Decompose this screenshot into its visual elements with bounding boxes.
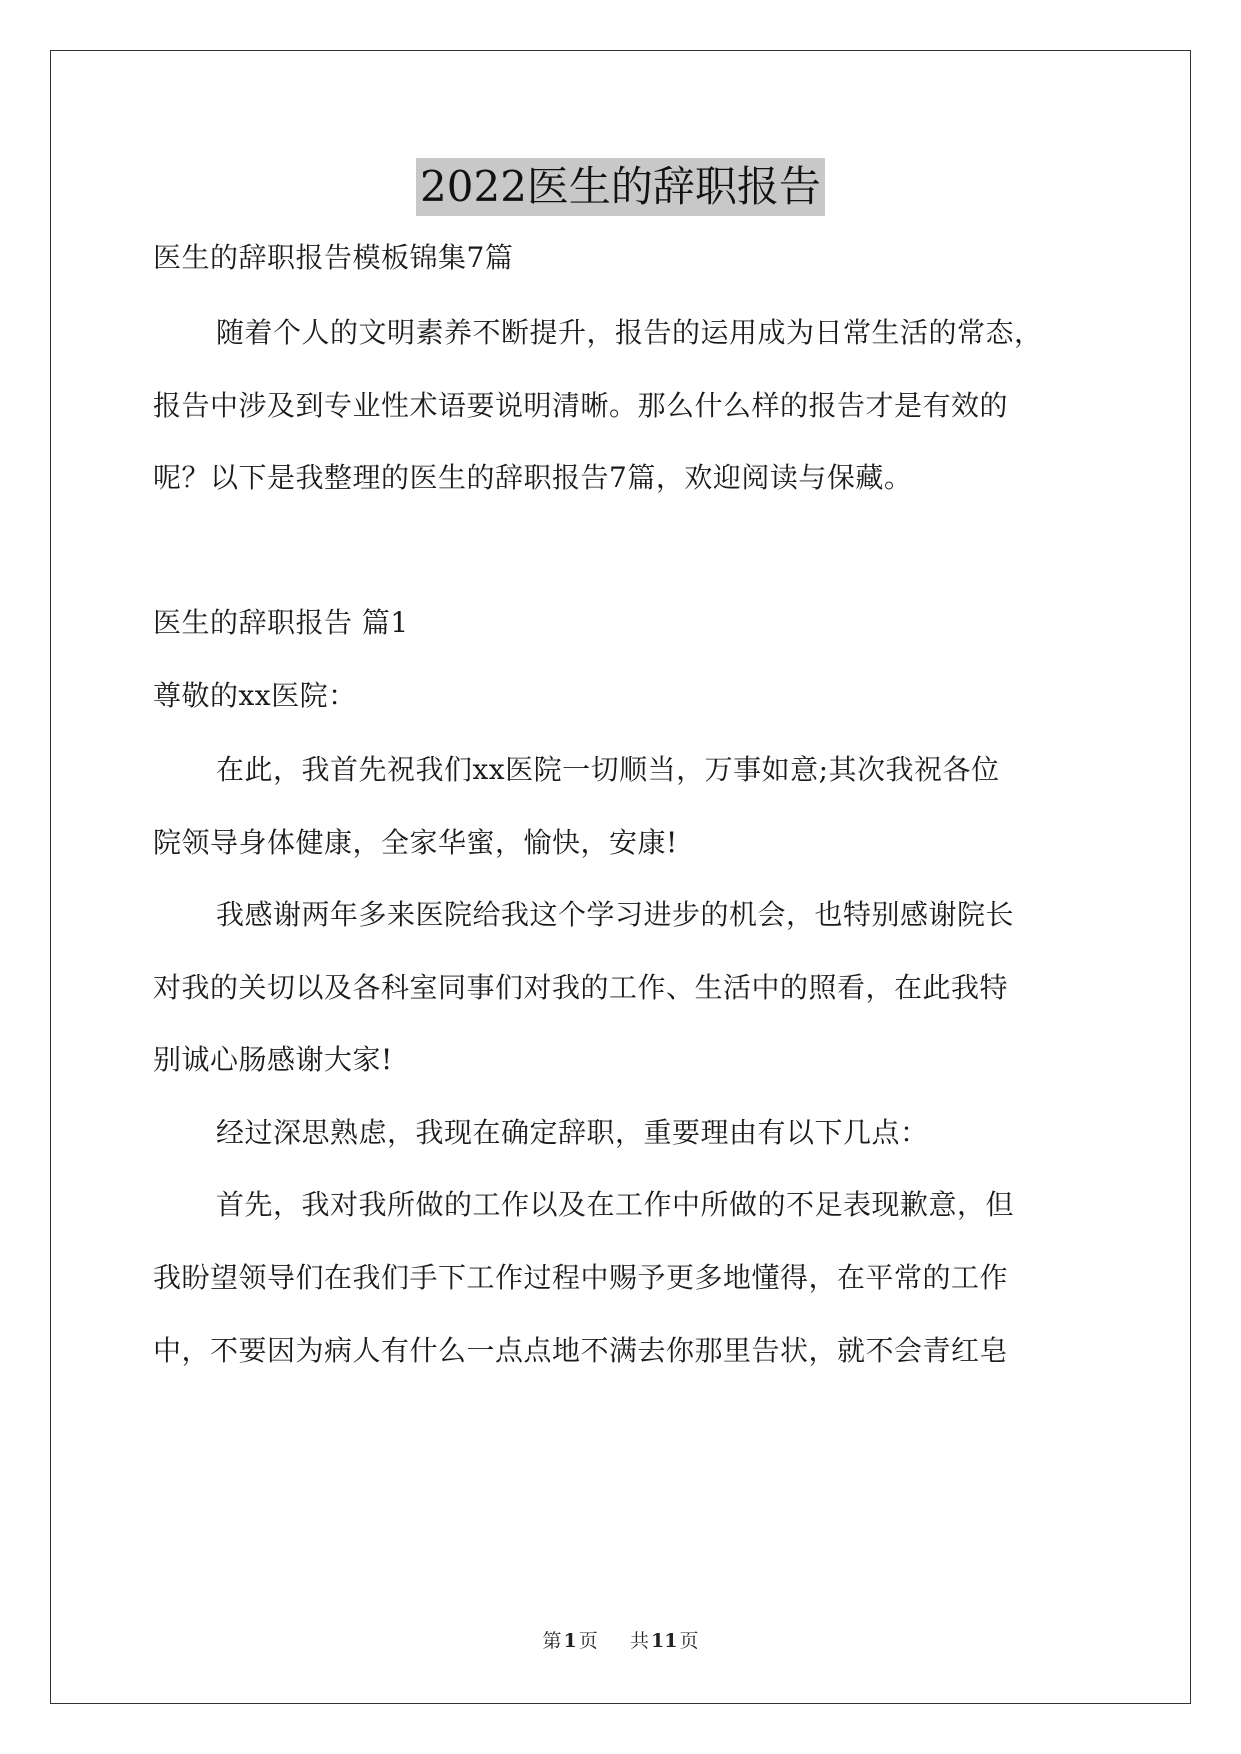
page-border <box>50 50 1191 1704</box>
total-pages: 11 <box>651 1630 678 1652</box>
paragraph-line: 经过深思熟虑，我现在确定辞职，重要理由有以下几点： <box>216 1116 929 1149</box>
paragraph-line: 在此，我首先祝我们xx医院一切顺当，万事如意;其次我祝各位 <box>216 753 1000 786</box>
title-container <box>0 158 1241 216</box>
page-number: 1 <box>563 1630 577 1652</box>
paragraph-line: 院领导身体健康，全家华蜜，愉快，安康! <box>153 826 678 859</box>
paragraph-line: 首先，我对我所做的工作以及在工作中所做的不足表现歉意，但 <box>216 1188 1015 1221</box>
page-prefix: 第 <box>542 1630 562 1652</box>
section-heading: 医生的辞职报告 篇1 <box>153 606 409 639</box>
page-suffix: 页 <box>578 1630 598 1652</box>
paragraph-line: 中，不要因为病人有什么一点点地不满去你那里告状，就不会青红皂 <box>153 1334 1009 1367</box>
paragraph-line: 对我的关切以及各科室同事们对我的工作、生活中的照看，在此我特 <box>153 971 1009 1004</box>
salutation-line: 尊敬的xx医院： <box>153 679 357 712</box>
paragraph-line: 报告中涉及到专业性术语要说明清晰。那么什么样的报告才是有效的 <box>153 389 1009 422</box>
paragraph-line: 别诚心肠感谢大家! <box>153 1043 393 1076</box>
page-footer <box>0 1628 1241 1654</box>
total-suffix: 页 <box>679 1630 699 1652</box>
paragraph-line: 呢？以下是我整理的医生的辞职报告7篇，欢迎阅读与保藏。 <box>153 461 913 494</box>
paragraph-line: 我感谢两年多来医院给我这个学习进步的机会，也特别感谢院长 <box>216 898 1015 931</box>
document-title: 2022医生的辞职报告 <box>416 158 825 216</box>
subtitle-line: 医生的辞职报告模板锦集7篇 <box>153 241 514 274</box>
total-prefix: 共 <box>629 1630 649 1652</box>
paragraph-line: 随着个人的文明素养不断提升，报告的运用成为日常生活的常态， <box>216 316 1043 349</box>
paragraph-line: 我盼望领导们在我们手下工作过程中赐予更多地懂得，在平常的工作 <box>153 1261 1009 1294</box>
